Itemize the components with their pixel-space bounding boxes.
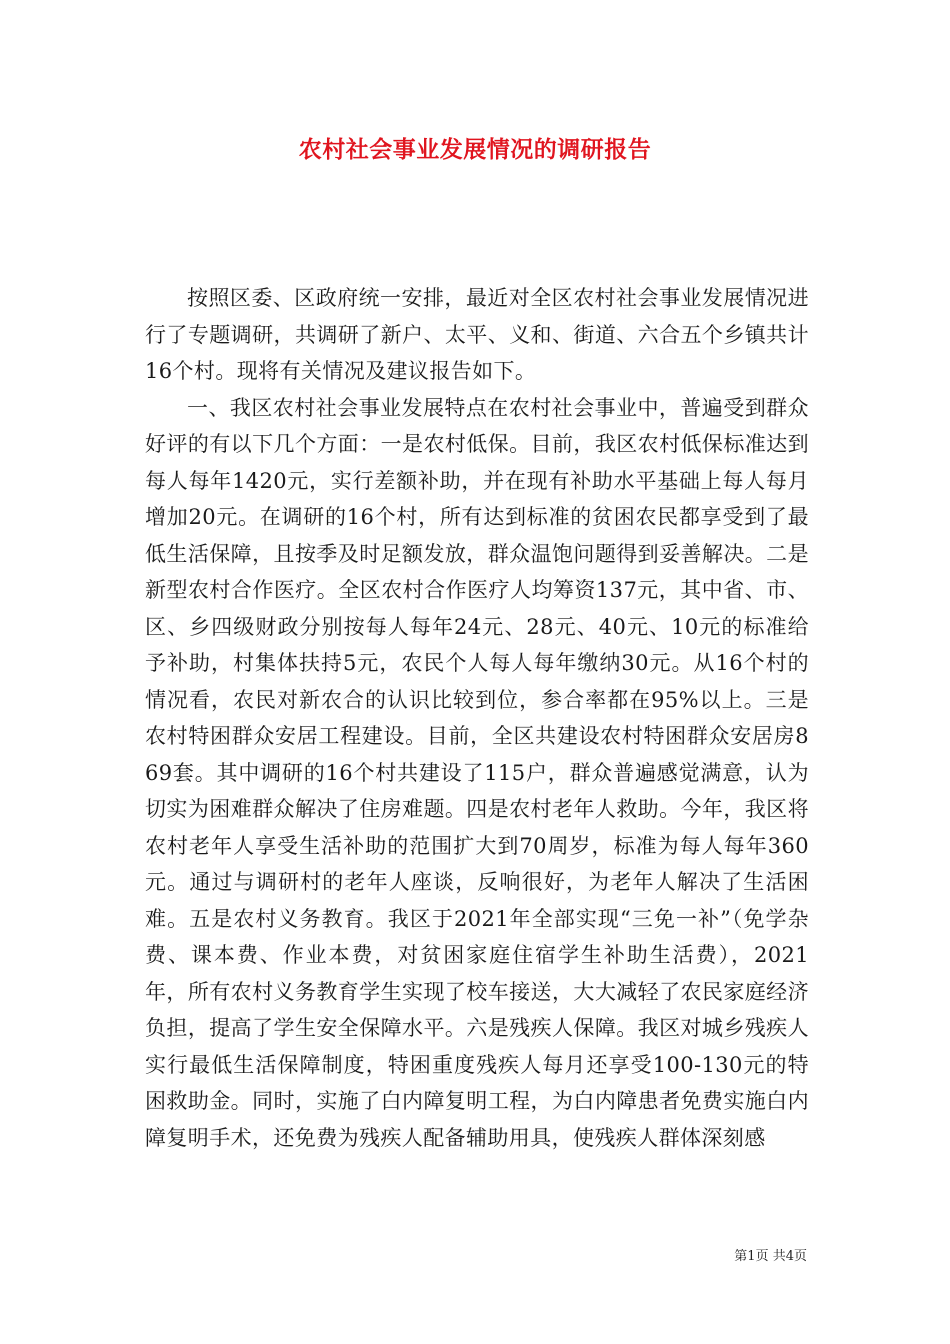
footer-current-page: 1: [747, 1249, 756, 1264]
paragraph-section-one: 一、我区农村社会事业发展特点在农村社会事业中，普遍受到群众好评的有以下几个方面：一是农村低保。目前，我区农村低保标准达到每人每年1420元，实行差额补助，并在现有补助水平基础上每人每月增加20元。在调研的16个村，所有达到标准的贫困农民都享受到了最低生活保障，且按季及时足额发放，群众温饱问题得到妥善解决。二是新型农村合作医疗。全区农村合作医疗人均筹资137元，其中省、市、区、乡四级财政分别按每人每年24元、28元、40元、10元的标准给予补助，村集体扶持5元，农民个人每人每年缴纳30元。从16个村的情况看，农民对新农合的认识比较到位，参合率都在95%以上。三是农村特困群众安居工程建设。目前，全区共建设农村特困群众安居房869套。其中调研的16个村共建设了115户，群众普遍感觉满意，认为切实为困难群众解决了住房难题。四是农村老年人救助。今年，我区将农村老年人享受生活补助的范围扩大到70周岁，标准为每人每年360元。通过与调研村的老年人座谈，反响很好，为老年人解决了生活困难。五是农村义务教育。我区于2021年全部实现“三免一补”（免学杂费、课本费、作业本费，对贫困家庭住宿学生补助生活费），2021年，所有农村义务教育学生实现了校车接送，大大减轻了农民家庭经济负担，提高了学生安全保障水平。六是残疾人保障。我区对城乡残疾人实行最低生活保障制度，特困重度残疾人每月还享受100-130元的特困救助金。同时，实施了白内障复明工程，为白内障患者免费实施白内障复明手术，还免费为残疾人配备辅助用具，使残疾人群体深刻感: [145, 395, 809, 1150]
footer-total-pages: 4: [785, 1249, 794, 1264]
page-number-footer: [734, 1248, 807, 1266]
footer-prefix: 第: [734, 1249, 748, 1264]
paragraph-intro: 按照区委、区政府统一安排，最近对全区农村社会事业发展情况进行了专题调研，共调研了新户、太平、义和、街道、六合五个乡镇共计16个村。现将有关情况及建议报告如下。: [145, 286, 809, 383]
document-body: [145, 280, 809, 1156]
footer-middle: 页 共: [755, 1249, 786, 1264]
document-title: 农村社会事业发展情况的调研报告: [298, 136, 652, 163]
footer-suffix: 页: [793, 1249, 807, 1264]
